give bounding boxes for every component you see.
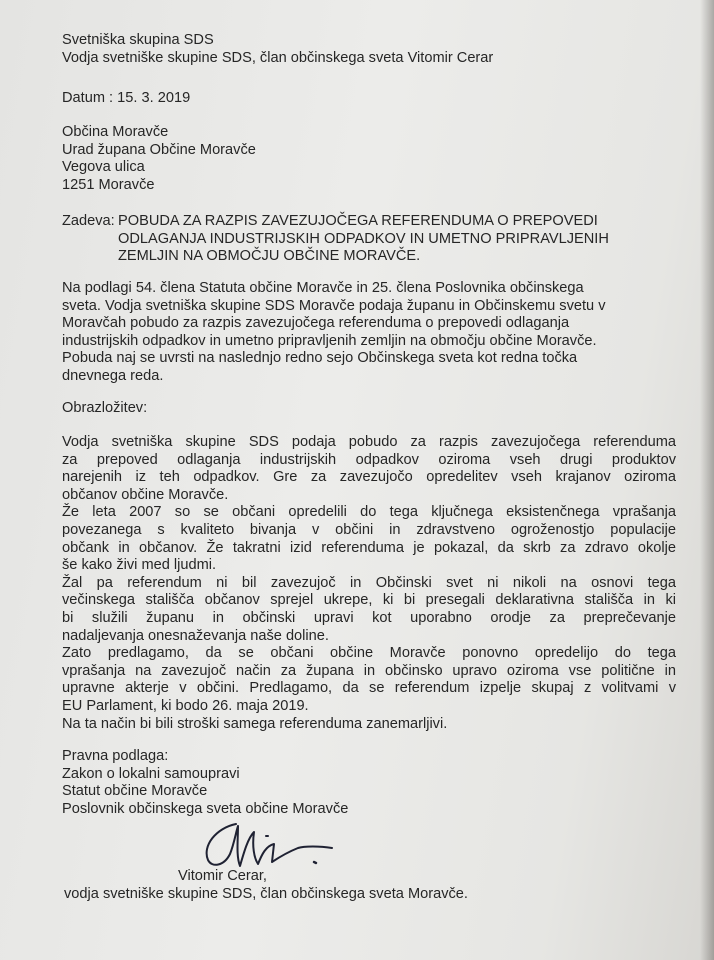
recipient-block [62,124,682,194]
explanation-line: Žal pa referendum ni bil zavezujoč in Občinski svet ni nikoli na osnovi tega [62,574,676,591]
explanation-line: Na ta način bi bili stroški samega referenduma zanemarljivi. [62,715,448,732]
explanation-line: občanov občine Moravče. [62,486,229,503]
legal-basis-block [62,748,682,818]
intro-line: dnevnega reda. [62,367,164,384]
sender-block [62,32,682,67]
legal-basis-item: Zakon o lokalni samoupravi [62,765,240,782]
handwritten-signature [196,816,336,876]
sender-group: Svetniška skupina SDS [62,32,214,48]
sender-leader: Vodja svetniške skupine SDS, član občinskega sveta Vitomir Cerar [62,49,494,66]
explanation-line: občank in občanov. Že takratni izid referenduma je pokazal, da skrb za zdravo okolje [62,539,676,556]
intro-line: sveta. Vodja svetniška skupine SDS Moravče podaja županu in Občinskemu svetu v [62,297,606,314]
explanation-line: še kako živi med ljudmi. [62,557,217,574]
explanation-line: Že leta 2007 so se občani opredelili do tega ključnega eksistenčnega vprašanja [62,504,676,521]
explanation-heading: Obrazložitev: [62,400,148,416]
explanation-line: za prepoved odlaganja industrijskih odpadkov oziroma vseh drugi produktov [62,451,676,468]
recipient-line: Urad župana Občine Moravče [62,141,256,158]
explanation-line: Zato predlagamo, da se občani občine Moravče ponovno opredelijo do tega [62,645,676,662]
intro-line: Moravčah pobudo za razpis zavezujočega referenduma o prepovedi odlaganja [62,315,570,332]
recipient-line: Občina Moravče [62,124,169,140]
explanation-body [62,434,676,733]
legal-basis-item: Statut občine Moravče [62,783,208,800]
recipient-line: 1251 Moravče [62,176,155,193]
signer-role: vodja svetniške skupine SDS, član občinskega sveta Moravče. [64,886,468,902]
legal-basis-item: Poslovnik občinskega sveta občine Moravče [62,800,349,817]
explanation-line: vprašanja na zavezujoč način za župana in občinsko upravo oziroma vse politične in [62,662,676,679]
intro-line: industrijskih odpadkov in umetno pripravljenih zemljin na območju občine Moravče. [62,332,597,349]
page-edge-shadow [700,0,714,960]
explanation-line: nadaljevanja onesnaževanja naše doline. [62,627,329,644]
legal-basis-heading: Pravna podlaga: [62,748,169,764]
subject-line: ZEMLJIN NA OBMOČJU OBČINE MORAVČE. [118,248,421,265]
subject-label: Zadeva: [62,213,115,229]
explanation-line: upravne akterje v občini. Predlagamo, da se referendum izpelje skupaj z volitvami v [62,680,676,697]
subject-line: ODLAGANJA INDUSTRIJSKIH ODPADKOV IN UMETNO PRIPRAVLJENIH [118,230,609,247]
explanation-line: povezanega s kvaliteto bivanja v občini in zdravstveno ogroženostjo populacije [62,521,676,538]
subject-text [118,213,670,266]
intro-line: Pobuda naj se uvrsti na naslednjo redno sejo Občinskega sveta kot redna točka [62,350,578,367]
intro-paragraph [62,280,682,386]
intro-line: Na podlagi 54. člena Statuta občine Moravče in 25. člena Poslovnika občinskega [62,280,584,296]
explanation-line: Vodja svetniška skupine SDS podaja pobudo za razpis zavezujočega referenduma [62,434,676,450]
signer-name: Vitomir Cerar, [178,868,267,884]
subject-line: POBUDA ZA RAZPIS ZAVEZUJOČEGA REFERENDUMA O PREPOVEDI [118,213,598,229]
explanation-line: EU Parlament, ki bodo 26. maja 2019. [62,697,309,714]
recipient-line: Vegova ulica [62,159,145,176]
date-line: Datum : 15. 3. 2019 [62,90,191,106]
explanation-line: bi služili županu in občinski upravi kot uporabno orodje za preprečevanje [62,609,676,626]
explanation-line: narejenih iz teh odpadkov. Gre za zavezujočo opredelitev vseh krajanov oziroma [62,469,676,486]
explanation-line: večinskega stališča občanov sprejel ukrepe, ki bi presegali deklarativna stališča in ki [62,592,676,609]
